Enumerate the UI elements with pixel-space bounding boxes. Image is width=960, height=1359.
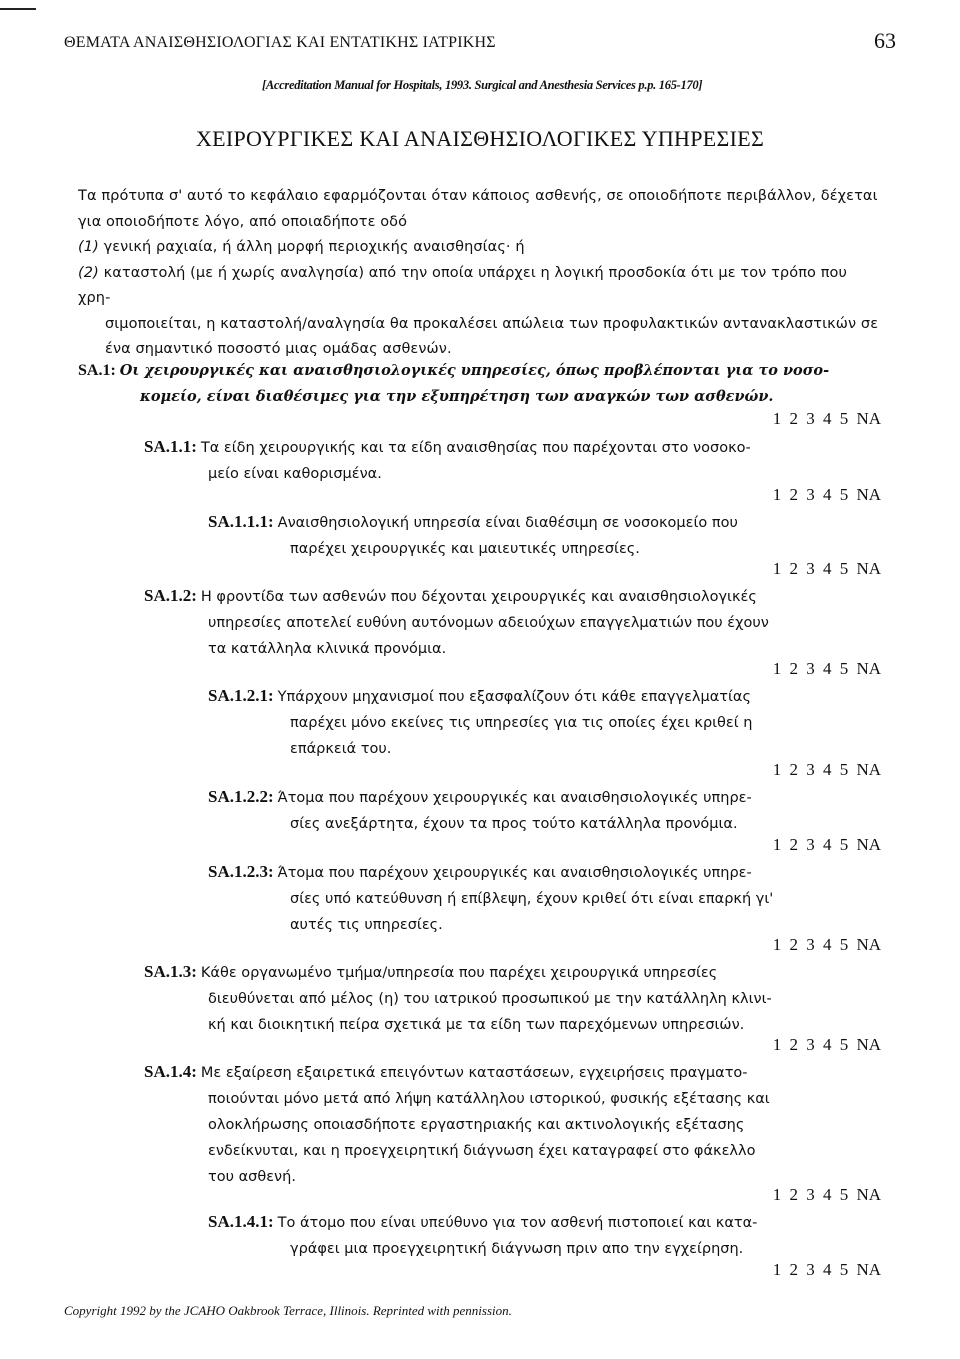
rating-scale: 1 2 3 4 5 NA [772, 1035, 881, 1054]
standard-item [144, 1059, 881, 1190]
standard-line [208, 736, 881, 762]
standard-item [144, 583, 881, 662]
standard-line [144, 959, 881, 986]
standard-text: υπηρεσίες αποτελεί ευθύνη αυτόνομων αδειούχων επαγγελματιών που έχουν [208, 615, 769, 631]
standard-line [144, 636, 881, 662]
standard-item [208, 509, 881, 562]
page-title: ΧΕΙΡΟΥΡΓΙΚΕΣ ΚΑΙ ΑΝΑΙΣΘΗΣΙΟΛΟΓΙΚΕΣ ΥΠΗΡΕΣΙΕΣ [195, 126, 765, 151]
standard-line [144, 610, 881, 636]
standard-line [208, 859, 881, 886]
standard-line [144, 461, 881, 487]
standard-line [208, 683, 881, 710]
standard-item [144, 959, 881, 1038]
standard-sa1 [78, 358, 883, 410]
standard-line [144, 1112, 881, 1138]
standard-text: Υπάρχουν μηχανισμοί που εξασφαλίζουν ότι κάθε επαγγελματίας [277, 689, 751, 705]
intro-paragraph [78, 184, 883, 363]
standard-text: Το άτομο που είναι υπεύθυνο για τον ασθενή πιστοποιεί και κατα- [277, 1215, 758, 1231]
standard-text: μείο είναι καθορισμένα. [208, 466, 382, 482]
standard-text: Αναισθησιολογική υπηρεσία είναι διαθέσιμη σε νοσοκομείο που [277, 515, 738, 531]
rating-scale: 1 2 3 4 5 NA [772, 559, 881, 578]
intro-item-2-cont: σιμοποιείται, η καταστολή/αναλγησία θα προκαλέσει απώλεια των προφυλακτικών αντανακλαστικών σε [105, 315, 879, 332]
standard-line [144, 1059, 881, 1086]
citation: [Accreditation Manual for Hospitals, 1993. Surgical and Anesthesia Services p.p. 165-170] [262, 78, 703, 92]
standard-text: γράφει μια προεγχειρητική διάγνωση πριν απο την εγχείρηση. [290, 1241, 744, 1257]
intro-item-2-cont: ένα σημαντικό ποσοστό μιας ομάδας ασθενών. [105, 341, 452, 357]
standard-label: SA.1.2: [144, 586, 197, 605]
standard-text: Κάθε οργανωμένο τμήμα/υπηρεσία που παρέχει χειρουργικά υπηρεσίες [200, 965, 718, 981]
standard-line [144, 1086, 881, 1112]
standard-text: Άτομα που παρέχουν χειρουργικές και αναισθησιολογικές υπηρε- [277, 865, 752, 881]
standard-text: του ασθενή. [208, 1169, 296, 1185]
rating-scale: 1 2 3 4 5 NA [772, 485, 881, 504]
standard-label: SA.1.1.1: [208, 512, 274, 531]
rating-scale: 1 2 3 4 5 NA [772, 1185, 881, 1204]
standard-text: κομείο, είναι διαθέσιμες για την εξυπηρέτηση των αναγκών των ασθενών. [140, 388, 774, 405]
standard-item [144, 434, 881, 487]
standard-line [208, 1209, 881, 1236]
standard-line [208, 1236, 881, 1262]
standard-label: SA.1.4.1: [208, 1212, 274, 1231]
intro-item-2: (2) καταστολή (με ή χωρίς αναλγησία) από την οποία υπάρχει η λογική προσδοκία ότι με τον τρόπο που χρη- [78, 264, 847, 306]
standard-text: Με εξαίρεση εξαιρετικά επειγόντων καταστάσεων, εγχειρήσεις πραγματο- [200, 1065, 748, 1081]
standard-text: διευθύνεται από μέλος (η) του ιατρικού προσωπικού με την κατάλληλη κλινι- [208, 991, 772, 1007]
standard-label: SA.1.2.2: [208, 787, 274, 806]
standard-label: SA.1.4: [144, 1062, 197, 1081]
standard-item [208, 683, 881, 762]
intro-line: Τα πρότυπα σ' αυτό το κεφάλαιο εφαρμόζονται όταν κάποιος ασθενής, σε οποιοδήποτε περιβάλλον, δέχεται [78, 188, 878, 204]
standard-text: ποιούνται μόνο μετά από λήψη κατάλληλου ιστορικού, φυσικής εξέτασης και [208, 1091, 770, 1107]
standard-line [144, 1012, 881, 1038]
standard-line [208, 886, 881, 912]
standard-text: παρέχει χειρουργικές και μαιευτικές υπηρεσίες. [290, 541, 640, 557]
standard-text: αυτές τις υπηρεσίες. [290, 917, 443, 933]
standard-text: Η φροντίδα των ασθενών που δέχονται χειρουργικές και αναισθησιολογικές [200, 589, 757, 605]
standard-line [144, 434, 881, 461]
standard-line [144, 1164, 881, 1190]
standard-line [208, 811, 881, 837]
standard-text: σίες ανεξάρτητα, έχουν τα προς τούτο κατάλληλα προνόμια. [290, 816, 738, 832]
standard-line [144, 1138, 881, 1164]
margin-mark [0, 8, 36, 10]
standard-line [208, 784, 881, 811]
standard-line [144, 583, 881, 610]
standard-item [208, 1209, 881, 1262]
intro-line: για οποιοδήποτε λόγο, από οποιαδήποτε οδό [78, 213, 408, 230]
rating-scale: 1 2 3 4 5 NA [772, 659, 881, 678]
standard-label: SA.1.3: [144, 962, 197, 981]
standard-text: τα κατάλληλα κλινικά προνόμια. [208, 641, 447, 657]
running-header: ΘΕΜΑΤΑ ΑΝΑΙΣΘΗΣΙΟΛΟΓΙΑΣ ΚΑΙ ΕΝΤΑΤΙΚΗΣ ΙΑΤΡΙΚΗΣ [64, 34, 496, 51]
standard-label: SA.1.2.1: [208, 686, 274, 705]
standard-line [208, 710, 881, 736]
standard-line [208, 509, 881, 536]
standard-label: SA.1: [78, 362, 116, 379]
standard-text: κή και διοικητική πείρα σχετικά με τα είδη των παρεχόμενων υπηρεσιών. [208, 1017, 745, 1033]
rating-scale: 1 2 3 4 5 NA [772, 835, 881, 854]
rating-scale: 1 2 3 4 5 NA [772, 935, 881, 954]
footer-copyright: Copyright 1992 by the JCAHO Oakbrook Terrace, Illinois. Reprinted with pennission. [64, 1303, 512, 1318]
standard-text: ενδείκνυται, και η προεγχειρητική διάγνωση έχει καταγραφεί στο φάκελλο [208, 1143, 756, 1159]
standard-text: Άτομα που παρέχουν χειρουργικές και αναισθησιολογικές υπηρε- [277, 790, 752, 806]
standard-text: παρέχει μόνο εκείνες τις υπηρεσίες για τις οποίες έχει κριθεί η [290, 715, 753, 731]
standard-text: ολοκλήρωσης οποιασδήποτε εργαστηριακής και ακτινολογικής εξέτασης [208, 1117, 745, 1133]
standard-text: Οι χειρουργικές και αναισθησιολογικές υπηρεσίες, όπως προβλέπονται για το νοσο- [119, 362, 830, 379]
standard-line [144, 986, 881, 1012]
standard-label: SA.1.1: [144, 437, 197, 456]
standard-text: Τα είδη χειρουργικής και τα είδη αναισθησίας που παρέχονται στο νοσοκο- [200, 440, 751, 456]
standard-label: SA.1.2.3: [208, 862, 274, 881]
rating-scale: 1 2 3 4 5 NA [772, 1260, 881, 1279]
standard-item [208, 859, 881, 938]
rating-scale: 1 2 3 4 5 NA [772, 760, 881, 779]
rating-scale: 1 2 3 4 5 NA [772, 409, 881, 428]
page-number: 63 [874, 28, 896, 53]
standard-text: επάρκειά του. [290, 741, 392, 757]
intro-item-1: (1) γενική ραχιαία, ή άλλη μορφή περιοχικής αναισθησίας· ή [78, 239, 525, 255]
standard-text: σίες υπό κατεύθυνση ή επίβλεψη, έχουν κριθεί ότι είναι επαρκή γι' [290, 891, 774, 907]
standard-item [208, 784, 881, 837]
